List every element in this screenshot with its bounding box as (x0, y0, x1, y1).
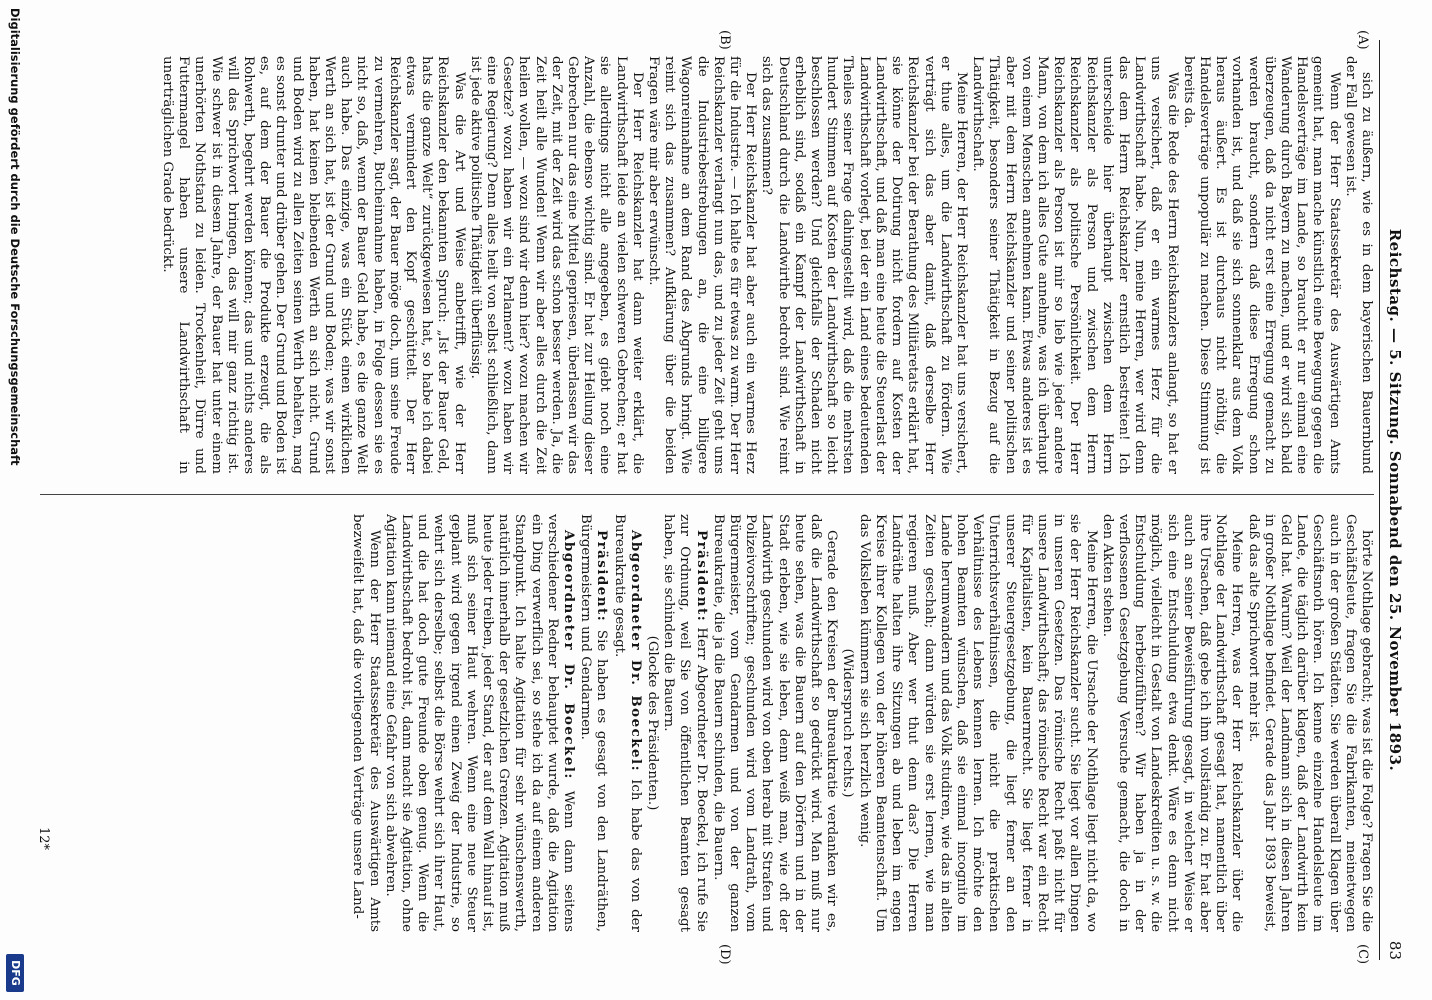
right-paragraph: Wenn der Herr Staatssekretär des Auswärtigen Amts bezweifelt hat, daß die vorliegenden Verträge unsere Land- (350, 514, 382, 932)
left-column (60, 56, 1374, 474)
margin-letter-c: (C) (1355, 944, 1370, 965)
column-divider (40, 494, 1374, 495)
left-paragraph: Was die Art und Weise anbetrifft, wie der Herr Reichskanzler den bekannten Spruch: „Ist der Bauer Geld, hats die ganze Welt“ zurückgewiesen hat, so habe ich dabei etwas vermindert den Kopf geschüttelt. Der Herr Reichskanzler sagt, der Bauer möge doch, um seine Freude zu vermehren, Bucheinnahme haben, in Folge dessen sie es nicht so, daß, wenn der Bauer Geld habe, es die ganze Welt auch habe. Das einzige, was ein Stück einen wirklichen Werth an sich hat, ist der Grund und Boden; was wir sonst haben, hat keinen bleibenden Werth an sich nicht. Grund und Boden wird zu allen Zeiten seinen Werth behalten, mag es sonst drunter und drüber gehen. Der Grund und Boden ist es, auf dem der Bauer die Produkte erzeugt, die als Rohwerth, begehrt werden können; das und nichts anderes will das Sprichwort bringen, das will mir ganz richtig ist. Wie schwer ist in diesem Jahre, der Bauer hat unter einem unerhörten Nothstand zu leiden. Trockenheit, Dürre und Futtermangel haben unsere Landwirthschaft in unerträglichen Grade bedrückt. (159, 56, 467, 474)
left-paragraph: Der Herr Reichskanzler hat aber auch ein warmes Herz für die Industrie. — Ich halte es für etwas zu warm. Der Herr Reichskanzler verlangt nun das, und zu jeder Zeit geht ums die Industriebestrebungen an, die eine billigere Wagonreinnahme an dem Rand des Abgrunds bringt. Wie reimt sich das zusammen? Aufklärung über die beiden Fragen wäre mir aber erwünscht. (646, 56, 759, 474)
right-paragraph: Gerade den Kreisen der Bureaukratie verdanken wir es, daß die Landwirthschaft so gedrückt wird. Man muß nur heute sehen, was die Bauern auf den Dörfern und in der Stadt erleben, wie sie leben, denn weiß man, wie oft der Landwirth geschunden wird von oben herab mit Strafen und Polizeivorschriften; geschunden wird vom Landrath, vom Bürgermeister, vom Gendarmen und von der ganzen Bureaukratie, die ja die Bauern schinden, die Bauern. (710, 514, 840, 932)
right-paragraph: Meine Herren, was der Herr Reichskanzler über die Nothlage der Landwirthschaft gesagt hat, namentlich über ihre Ursachen, daß gebe ich ihm vollständig zu. Er hat aber auch an seiner Beweisführung gesagt, in welcher Weise er sich eine Entschuldung etwa denkt. Wäre es denn nicht möglich, vielleicht in Gestalt von Landeskrediten u. s. w. die Entschuldung herbeizuführen? Wir haben ja in der verflossenen Gesetzgebung Versuche gemacht, die doch in den Akten stehen. (1099, 514, 1245, 932)
left-paragraph: sich zu äußern, wie es in dem bayerischen Bauernbund der Fall gewesen ist. (1342, 56, 1374, 474)
interjection: (Widerspruch rechts.) (840, 648, 856, 798)
speech-president (577, 514, 610, 932)
page-title: Reichstag. — 5. Sitzung. Sonnabend den 25. November 1893. (1386, 228, 1404, 772)
margin-letter-b: (B) (717, 30, 732, 50)
speech-president (660, 514, 710, 932)
dfg-logo: DFG (6, 954, 24, 992)
margin-letter-d: (D) (717, 944, 732, 965)
digitization-credit: Digitalisierung gefördert durch die Deutsche Forschungsgemeinschaft (8, 8, 22, 466)
speaker-label: Präsident: (594, 530, 611, 623)
page-number: 83 (1386, 940, 1404, 960)
margin-letter-a: (A) (1355, 30, 1370, 50)
right-paragraph: hörte Nothlage gebracht; was ist die Folge? Fragen Sie die Geschäftsleute, fragen Sie die Fabrikanten, meinetwegen auch in der großen Städten. Sie werden überall Klagen über Geschäftsnoth hören. Ich kenne einzelne Handelsleute im Lande, die täglich darüber klagen, daß der Landwirth kein Geld hat. Warum? Weil der Landmann sich in diesen Jahren in großer Nothlage befindet. Gerade das Jahr 1893 beweist, daß das alte Sprichwort mehr ist. (1245, 514, 1374, 932)
page-header (1379, 40, 1410, 960)
speech-boeckel (382, 514, 577, 932)
speaker-label: Präsident: (693, 530, 710, 623)
right-paragraph: Meine Herren, die Ursache der Nothlage liegt nicht da, wo sie der Herr Reichskanzler sucht. Sie liegt vor allen Dingen in unseren Gesetzen. Das römische Recht paßt nicht für unsere Landwirthschaft; das römische Recht war ein Recht für Kapitalisten, kein Bauernrecht. Sie liegt ferner in unserer Steuergesetzgebung, die liegt ferner an den Unterrichtsverhältnissen, die nicht die praktischen Verhältnisse des Lebens kennen lernen. Ich möchte den hohen Beamten wünschen, daß sie einmal incognito im Lande herumwandern und das Volk studiren, wie das in alten Zeiten geschah; dann würden sie erst lernen, wie man regieren muß. Aber wer thut denn das? Die Herren Landräthe halten ihre Sitzungen ab und leben im engen Kreise ihrer Kollegen von der höheren Beamtenschaft. Um das Volksleben kümmern sie sich herzlich wenig. (856, 514, 1099, 932)
speaker-label: Abgeordneter Dr. Boeckel: (561, 530, 578, 780)
page-footer (6, 0, 26, 1000)
speech-boeckel (610, 514, 643, 932)
left-paragraph: Wenn der Herr Staatssekretär des Auswärtigen Amts gemeint hat, man mache künstlich eine Bewegung gegen die Handelsverträge im Lande, so braucht er nur einmal eine Wanderung durch Bayern zu machen, und er wird sich bald überzeugen, daß da nicht erst eine Erregung gemacht zu werden braucht, sondern daß diese Erregung schon vorhanden ist, und daß sie sich sonnenklar aus dem Volk heraus äußert. Es ist durchaus nicht nöthig, die Handelsverträge unpopulär zu machen. Diese Stimmung ist bereits da. (1180, 56, 1342, 474)
signature-mark: 12* (36, 826, 51, 850)
left-paragraph: Der Herr Reichskanzler hat dann weiter erklärt, die Landwirthschaft leide an vielen schweren Gebrechen; er hat sie allerdings nicht alle angegeben, es giebt noch eine Anzahl, die ebenso wichtig sind. Er hat zur Heilung dieser Gebrechen nur das eine Mittel gepriesen, überlassen wir das der Zeit, mit der Zeit wird das schon besser werden. Ja, die Zeit heilt alle Wunden! Wenn wir aber alles durch die Zeit heilen wollen, — wozu sind wir denn hier? wozu machen wir Gesetze? wozu haben wir ein Parlament? wozu haben wir eine Regierung? Denn alles heilt von selbst schließlich, dann ist jede aktive politische Thätigkeit überflüssig. (467, 56, 645, 474)
speech-text: Herr Abgeordneter Dr. Boeckel, ich rufe Sie zur Ordnung, weil Sie von öffentlichen Beamten gesagt haben, sie schinden die Bauern. (661, 514, 709, 932)
right-column (60, 514, 1374, 932)
left-paragraph: Was die Rede des Herrn Reichskanzlers anlangt, so hat er uns versichert, daß er ein warmes Herz für die Landwirthschaft habe. Nun, meine Herren, wer wird denn das dem Herrn Reichskanzler ernstlich bestreiten! Ich unterscheide hier überhaupt zwischen dem Herrn Reichskanzler als Person und zwischen dem Herrn Reichskanzler als politische Persönlichkeit. Der Herr Reichskanzler als Person ist mir so lieb wie jeder andere Mann, von dem ich alles Gute annehme, was ich überhaupt von einem Menschen annehmen kann. Etwas anderes ist es aber mit dem Herrn Reichskanzler und seiner politischen Thätigkeit, besonders seiner Thätigkeit in Bezug auf die Landwirthschaft. (970, 56, 1180, 474)
speech-text: Sie haben es gesagt von den Landräthen, Bürgermeistern und Gendarmen. (578, 514, 610, 932)
speech-text: Ich habe das von der Bureaukratie gesagt. (611, 514, 643, 932)
interjection: (Glocke des Präsidenten.) (645, 635, 661, 811)
speaker-label: Abgeordneter Dr. Boeckel: (627, 530, 644, 773)
left-paragraph: Meine Herren, der Herr Reichskanzler hat uns versichert, er thue alles, um die Landwirthschaft zu fördern. Wie verträgt sich das aber damit, daß derselbe Herr Reichskanzler bei der Berathung des Militäretats erklärt hat, sie könne der Dotirung nicht fordern auf Kosten der Landwirthschaft, und daß man eine heute die Steuerlast der Landwirthschaft vorlegt, bei der ein Land eines bedeutenden Theiles seiner Frage dahingestellt wird, daß die mehrsten hundert Stimmen auf Kosten der Landwirthschaft so leicht beschlossen werden? Und gleichfalls der Schaden nicht erheblich sind, sodaß ein Kampf der Landwirthschaft in Deutschland durch die Landwirthe bedroht sind. Wie reimt sich das zusammen? (759, 56, 969, 474)
speech-text: Wenn dann seitens verschiedener Redner behauptet wurde, daß die Agitation ein Ding verwerflich sei, so stehe ich da auf einem anderen Standpunkt. Ich halte Agitation für sehr wünschenswerth, natürlich innerhalb der gesetzlichen Grenzen. Agitation muß heute jeder treiben, jeder Stand, der auf dem Wall hinauf ist, muß sich seiner Haut wehren. Wenn eine neue Steuer geplant wird gegen irgend einen Zweig der Industrie, so wehrt sich derselbe; selbst die Börse wehrt sich ihrer Haut, und die hat doch gute Freunde oben genug. Wenn die Landwirthschaft bedroht ist, dann macht sie Agitation, ohne Agitation kann niemand eine Gefahr von sich abwehren. (382, 514, 577, 932)
